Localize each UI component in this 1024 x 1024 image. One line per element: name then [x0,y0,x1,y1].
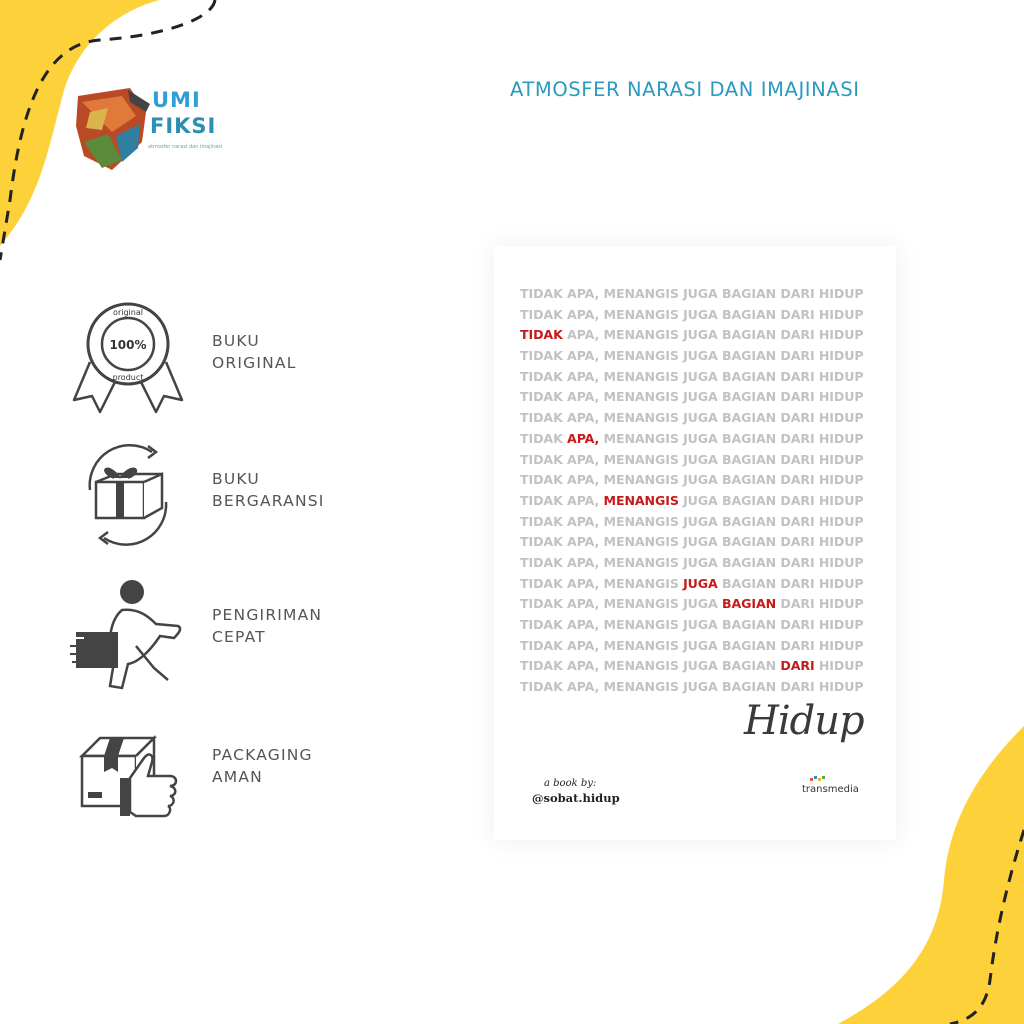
cover-text-line [520,512,863,533]
cover-word: TIDAK [520,306,563,322]
cover-word: TIDAK [520,596,563,612]
cover-word: HIDUP [818,658,864,674]
cover-word: TIDAK [520,389,563,405]
badge-top-text: original [113,308,143,317]
cover-word: APA, [567,658,600,674]
cover-word: MENANGIS [603,513,679,529]
cover-word: DARI [780,348,815,364]
cover-word: APA, [567,554,600,570]
cover-word: MENANGIS [603,575,679,591]
cover-text-line [520,470,863,491]
brand-small-tagline: atmosfer narasi dan imajinasi [148,144,223,150]
publisher-logo-icon [810,776,830,784]
feature-delivery-label [212,604,322,648]
feature-packaging-label [212,744,313,788]
cover-word: JUGA [683,658,718,674]
cover-word: BAGIAN [722,286,777,301]
cover-word: HIDUP [818,389,864,405]
cover-word: MENANGIS [603,451,679,467]
cover-word: BAGIAN [722,430,777,446]
cover-word: BAGIAN [722,492,777,508]
cover-word: BAGIAN [722,679,777,695]
cover-word: JUGA [683,679,718,695]
cover-word: APA, [567,306,600,322]
cover-text-line [520,387,863,408]
cover-word: JUGA [683,368,718,384]
cover-word: MENANGIS [603,534,679,550]
cover-word: TIDAK [520,658,563,674]
cover-word: BAGIAN [722,389,777,405]
cover-word: JUGA [683,513,718,529]
cover-word: DARI [780,596,815,612]
logo-emblem-icon [72,82,152,174]
cover-word: TIDAK [520,368,563,384]
cover-word: HIDUP [818,451,864,467]
cover-word: APA, [567,368,600,384]
cover-word: APA, [567,451,600,467]
feature-original-label [212,330,297,374]
cover-word: JUGA [683,472,718,488]
feature-packaging [70,716,370,836]
cover-word: JUGA [683,534,718,550]
cover-word: JUGA [683,637,718,653]
cover-word: BAGIAN [722,617,777,632]
cover-word: JUGA [683,410,718,426]
cover-word: APA, [567,534,600,550]
cover-word: APA, [567,472,600,488]
cover-word: DARI [780,679,815,695]
cover-word: HIDUP [818,430,864,446]
cover-word: BAGIAN [722,410,777,426]
cover-word: HIDUP [818,286,864,301]
cover-word: APA, [567,617,600,632]
cover-text-line [520,553,863,574]
cover-word: MENANGIS [603,348,679,364]
cover-word: TIDAK [520,492,563,508]
guarantee-gift-icon [70,442,190,552]
cover-word: HIDUP [818,368,864,384]
original-badge-icon [70,300,190,420]
safe-package-icon [70,716,190,826]
feature-packaging-line1: PACKAGING [212,746,313,764]
cover-word: TIDAK [520,430,563,446]
cover-repeated-text [520,284,863,698]
cover-word: MENANGIS [603,554,679,570]
cover-word: BAGIAN [722,472,777,488]
cover-text-line [520,429,863,450]
cover-word: APA, [567,286,600,301]
cover-word: BAGIAN [722,368,777,384]
cover-word: JUGA [683,306,718,322]
cover-text-line [520,346,863,367]
cover-word: DARI [780,368,815,384]
cover-word: BAGIAN [722,451,777,467]
cover-word: JUGA [683,617,718,632]
cover-word: MENANGIS [603,286,679,301]
cover-word: TIDAK [520,327,563,343]
cover-word: DARI [780,658,815,674]
cover-word: TIDAK [520,451,563,467]
cover-word: BAGIAN [722,637,777,653]
cover-word: HIDUP [818,492,864,508]
cover-word: DARI [780,554,815,570]
cover-word: TIDAK [520,534,563,550]
cover-text-line [520,491,863,512]
cover-word: JUGA [683,286,718,301]
cover-text-line [520,636,863,657]
cover-word: DARI [780,534,815,550]
cover-word: JUGA [683,575,718,591]
cover-word: HIDUP [818,637,864,653]
cover-word: MENANGIS [603,617,679,632]
cover-word: APA, [567,596,600,612]
cover-text-line [520,677,863,698]
cover-word: BAGIAN [722,554,777,570]
cover-word: HIDUP [818,513,864,529]
cover-word: HIDUP [818,534,864,550]
cover-word: HIDUP [818,306,864,322]
cover-word: MENANGIS [603,430,679,446]
cover-word: BAGIAN [722,306,777,322]
cover-word: DARI [780,451,815,467]
cover-word: TIDAK [520,472,563,488]
cover-word: BAGIAN [722,327,777,343]
cover-word: APA, [567,492,600,508]
cover-word: HIDUP [818,327,864,343]
cover-word: HIDUP [818,596,864,612]
delivery-courier-icon [70,576,200,696]
cover-word: MENANGIS [603,679,679,695]
cover-word: APA, [567,410,600,426]
cover-word: DARI [780,389,815,405]
cover-word: DARI [780,430,815,446]
cover-word: BAGIAN [722,534,777,550]
brand-logo [72,82,232,174]
cover-word: HIDUP [818,575,864,591]
feature-original-line2: ORIGINAL [212,354,297,372]
cover-word: JUGA [683,348,718,364]
brand-tagline: ATMOSFER NARASI DAN IMAJINASI [510,78,860,101]
feature-delivery-line2: CEPAT [212,628,266,646]
feature-guarantee-line1: BUKU [212,470,260,488]
cover-word: MENANGIS [603,410,679,426]
badge-bottom-text: product [112,373,144,382]
cover-word: JUGA [683,596,718,612]
cover-text-line [520,284,863,305]
feature-delivery [70,576,370,696]
cover-word: MENANGIS [603,492,679,508]
cover-word: DARI [780,513,815,529]
feature-guarantee-label [212,468,325,512]
cover-word: MENANGIS [603,637,679,653]
cover-text-line [520,367,863,388]
feature-original [70,300,370,420]
cover-byline-label: a book by: [544,778,597,789]
cover-word: BAGIAN [722,513,777,529]
cover-word: DARI [780,410,815,426]
cover-text-line [520,408,863,429]
cover-word: HIDUP [818,472,864,488]
cover-publisher: transmedia [802,784,859,795]
cover-author-handle: @sobat.hidup [532,791,620,805]
cover-word: DARI [780,286,815,301]
feature-original-line1: BUKU [212,332,260,350]
cover-word: TIDAK [520,410,563,426]
cover-word: MENANGIS [603,596,679,612]
cover-word: APA, [567,513,600,529]
brand-name-line2: FIKSI [150,114,217,138]
cover-word: JUGA [683,451,718,467]
cover-text-line [520,450,863,471]
cover-word: DARI [780,472,815,488]
cover-text-line [520,656,863,677]
cover-word: TIDAK [520,575,563,591]
book-cover [494,246,896,840]
cover-word: JUGA [683,492,718,508]
cover-word: TIDAK [520,617,563,632]
cover-word: DARI [780,492,815,508]
cover-word: MENANGIS [603,368,679,384]
cover-text-line [520,305,863,326]
cover-word: TIDAK [520,679,563,695]
cover-word: HIDUP [818,617,864,632]
cover-word: APA, [567,389,600,405]
cover-word: JUGA [683,430,718,446]
badge-percent-text: 100% [109,338,147,352]
cover-word: TIDAK [520,513,563,529]
cover-word: TIDAK [520,286,563,301]
cover-word: MENANGIS [603,389,679,405]
cover-word: APA, [567,575,600,591]
feature-delivery-line1: PENGIRIMAN [212,606,323,624]
brand-name-line1: UMI [152,88,201,112]
cover-word: JUGA [683,389,718,405]
cover-text-line [520,594,863,615]
cover-word: DARI [780,327,815,343]
cover-word: DARI [780,617,815,632]
feature-guarantee-line2: BERGARANSI [212,492,325,510]
cover-word: BAGIAN [722,596,777,612]
cover-word: BAGIAN [722,575,777,591]
cover-word: MENANGIS [603,658,679,674]
feature-guarantee [70,442,370,562]
cover-word: DARI [780,306,815,322]
cover-word: TIDAK [520,637,563,653]
cover-word: HIDUP [818,679,864,695]
cover-word: HIDUP [818,348,864,364]
cover-word: JUGA [683,327,718,343]
cover-word: HIDUP [818,410,864,426]
cover-word: TIDAK [520,554,563,570]
cover-word: TIDAK [520,348,563,364]
cover-text-line [520,325,863,346]
cover-word: BAGIAN [722,348,777,364]
cover-text-line [520,615,863,636]
cover-word: HIDUP [818,554,864,570]
cover-word: APA, [567,327,600,343]
cover-word: MENANGIS [603,327,679,343]
cover-word: DARI [780,575,815,591]
cover-word: APA, [567,430,600,446]
cover-word: MENANGIS [603,306,679,322]
cover-word: APA, [567,637,600,653]
cover-word: APA, [567,679,600,695]
feature-packaging-line2: AMAN [212,768,263,786]
cover-word: JUGA [683,554,718,570]
cover-word: DARI [780,637,815,653]
cover-word: APA, [567,348,600,364]
cover-text-line [520,532,863,553]
cover-word: MENANGIS [603,472,679,488]
cover-word: BAGIAN [722,658,777,674]
cover-text-line [520,574,863,595]
cover-script-title: Hidup [744,698,864,744]
